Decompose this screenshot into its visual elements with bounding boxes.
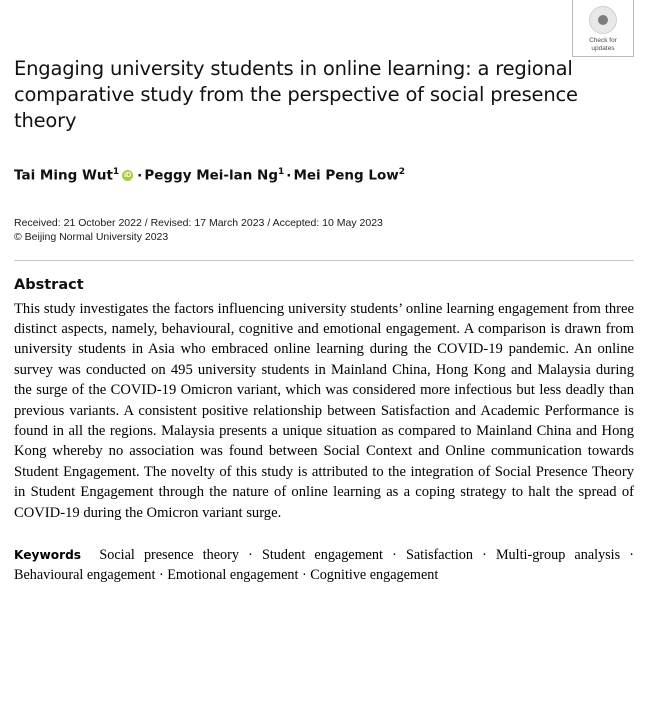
check-for-updates-label: [589, 37, 617, 53]
refresh-circle-icon: [589, 6, 617, 34]
badge-line-2: updates: [591, 45, 615, 52]
author-affiliation-marker-3: 2: [398, 167, 405, 177]
author-name-1: Tai Ming Wut: [14, 167, 113, 184]
horizontal-divider: [14, 260, 634, 261]
check-for-updates-badge[interactable]: [572, 0, 634, 57]
keywords-label: Keywords: [14, 547, 82, 562]
orcid-icon[interactable]: [122, 170, 133, 181]
badge-line-1: Check for: [589, 37, 617, 44]
abstract-text: This study investigates the factors influencing university students’ online learning engagement from three distinct aspects, namely, behavioural, cognitive and emotional engagement. A comparison is drawn from university students in Asia who embraced online learning during the COVID-19 pandemic. An online survey was conducted on 495 university students in Mainland China, Hong Kong and Malaysia during the surge of the COVID-19 Omicron variant, which was considered more infectious but less deadly than previous variants. A consistent positive relationship between Satisfaction and Academic Performance is found in all the regions. Malaysia presents a unique situation as compared to Mainland China and Hong Kong whereby no association was found between Social Context and Online communication towards Student Engagement. The novelty of this study is attributed to the integration of Social Presence Theory in Student Engagement through the nature of online learning as a coping strategy to halt the spread of COVID-19 during the Omicron variant surge.: [14, 300, 634, 521]
author-affiliation-marker-2: 1: [278, 167, 285, 177]
author-separator: ·: [286, 167, 292, 184]
copyright-line: © Beijing Normal University 2023: [14, 230, 169, 243]
author-affiliation-marker-1: 1: [112, 167, 120, 177]
keywords-section: [14, 545, 634, 586]
abstract-heading: Abstract: [14, 276, 84, 293]
keywords-text: Social presence theory · Student engagement · Satisfaction · Multi-group analysis · Behavioural engagement · Emotional engagement · Cognitive engagement: [14, 546, 635, 584]
author-name-3: Mei Peng Low: [293, 167, 399, 184]
article-history: [14, 216, 634, 244]
received-revised-accepted-line: Received: 21 October 2022 / Revised: 17 March 2023 / Accepted: 10 May 2023: [14, 216, 383, 229]
author-name-2: Peggy Mei-lan Ng: [144, 167, 279, 184]
author-list: [14, 162, 634, 186]
page-title: Engaging university students in online learning: a regional comparative study from the perspective of social presence theory: [14, 57, 578, 132]
author-separator: ·: [137, 167, 143, 184]
